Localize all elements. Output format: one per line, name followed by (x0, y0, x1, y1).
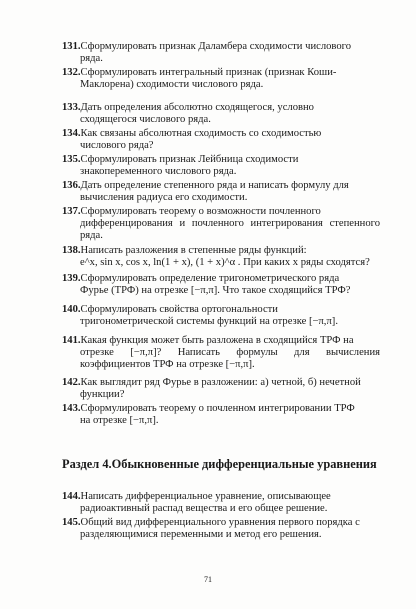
question-139: 139.Сформулировать определение тригонометрического ряда Фурье (ТРФ) на отрезке [−π,π]. Что такое сходящийся ТРФ? (62, 273, 351, 296)
question-141: 141.Какая функция может быть разложена в сходящийся ТРФ на отрезке [−π,π]? Написать формулы для вычисления коэффициентов ТРФ на отрезке [−π,π]. (62, 335, 380, 370)
question-134: 134.Как связаны абсолютная сходимость со сходимостью числового ряда? (62, 128, 322, 151)
question-136: 136.Дать определение степенного ряда и написать формулу для вычисления радиуса его сходимости. (62, 180, 349, 203)
question-135: 135.Сформулировать признак Лейбница сходимости знакопеременного числового ряда. (62, 154, 299, 177)
section-heading: Раздел 4.Обыкновенные дифференциальные уравнения (62, 457, 377, 471)
question-133: 133.Дать определения абсолютно сходящегося, условно сходящегося числового ряда. (62, 102, 314, 125)
question-137: 137.Сформулировать теорему о возможности почленного дифференцирования и почленного интегрирования степенного ряда. (62, 206, 380, 241)
question-145: 145.Общий вид дифференциального уравнения первого порядка с разделяющимися переменными и метод его решения. (62, 517, 360, 540)
question-144: 144.Написать дифференциальное уравнение, описывающее радиоактивный распад вещества и его общее решение. (62, 491, 331, 514)
page-number: 71 (204, 575, 212, 584)
question-138: 138.Написать разложения в степенные ряды функций: e^x, sin x, cos x, ln(1 + x), (1 + x)^α . При каких x ряды сходятся? (62, 245, 370, 268)
question-143: 143.Сформулировать теорему о почленном интегрировании ТРФ на отрезке [−π,π]. (62, 403, 355, 426)
question-142: 142.Как выглядит ряд Фурье в разложении: а) четной, б) нечетной функции? (62, 377, 361, 400)
question-131: 131.Сформулировать признак Даламбера сходимости числового ряда. (62, 41, 352, 64)
question-132: 132.Сформулировать интегральный признак (признак Коши- Маклорена) сходимости числового ряда. (62, 67, 337, 90)
question-140: 140.Сформулировать свойства ортогональности тригонометрической системы функций на отрезке [−π,π]. (62, 304, 338, 327)
